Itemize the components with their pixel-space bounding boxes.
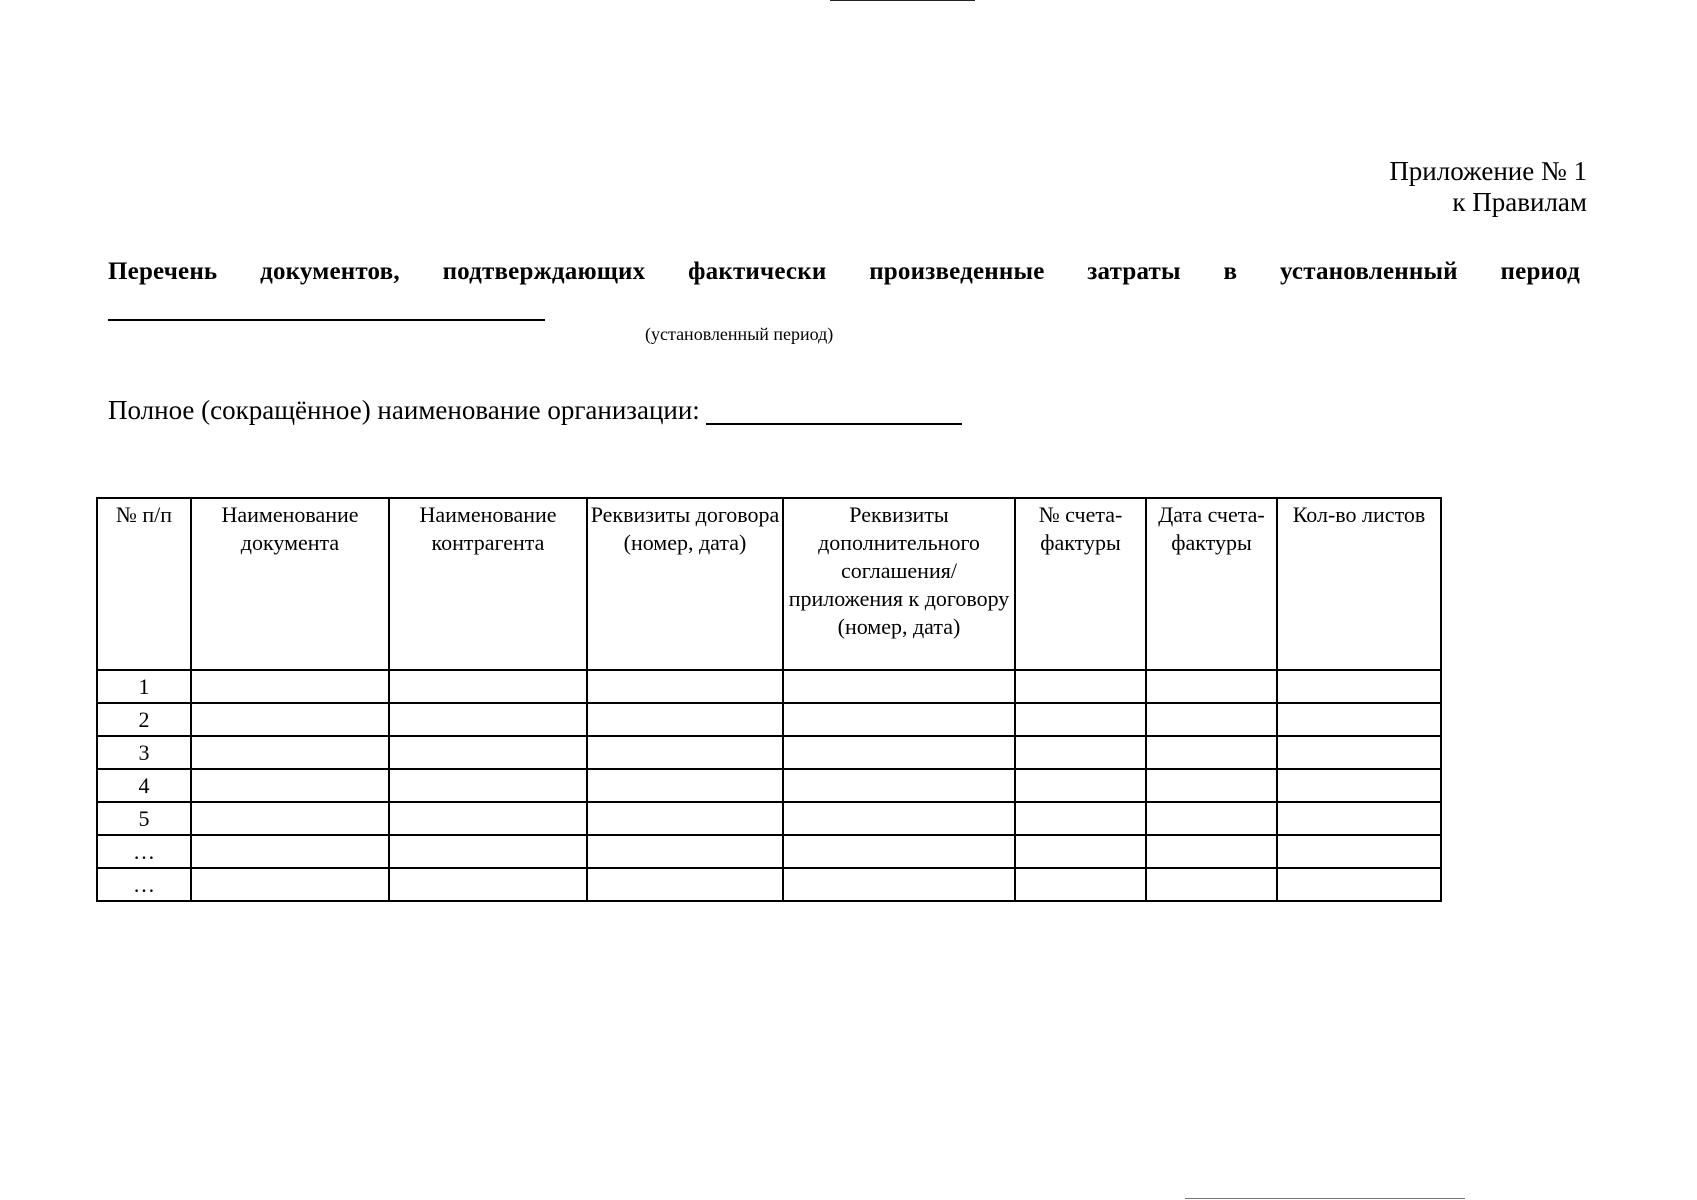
table-cell [783, 868, 1015, 901]
period-caption: (установленный период) [645, 324, 834, 344]
table-cell [1146, 868, 1277, 901]
row-number-cell: 5 [97, 802, 191, 835]
table-cell [389, 703, 587, 736]
table-cell [191, 868, 389, 901]
header-document-name: Наименование документа [191, 498, 389, 670]
scan-artifact-top-line [830, 0, 975, 1]
appendix-note [1389, 156, 1587, 218]
table-cell [1015, 802, 1146, 835]
table-cell [1146, 736, 1277, 769]
table-cell [1146, 670, 1277, 703]
header-supplementary-agreement: Реквизиты дополнительного соглашения/ приложения к договору (номер, дата) [783, 498, 1015, 670]
table-row [97, 802, 1441, 835]
table-cell [1146, 802, 1277, 835]
header-contract-details: Реквизиты договора (номер, дата) [587, 498, 783, 670]
table-cell [191, 736, 389, 769]
table-cell [1015, 736, 1146, 769]
table-row [97, 670, 1441, 703]
table-cell [783, 835, 1015, 868]
table-row [97, 868, 1441, 901]
table-cell [389, 802, 587, 835]
table-row [97, 769, 1441, 802]
table-cell [191, 670, 389, 703]
table-row [97, 736, 1441, 769]
organization-label: Полное (сокращённое) наименование организации: [108, 395, 700, 425]
table-cell [1277, 769, 1441, 802]
table-cell [1146, 835, 1277, 868]
table-cell [1015, 868, 1146, 901]
row-number-cell: 2 [97, 703, 191, 736]
table-cell [1015, 835, 1146, 868]
table-cell [191, 769, 389, 802]
table-cell [1277, 868, 1441, 901]
table-cell [587, 769, 783, 802]
table-cell [587, 670, 783, 703]
table-cell [587, 802, 783, 835]
organization-blank-line [706, 423, 962, 425]
table-cell [1277, 835, 1441, 868]
table-cell [783, 670, 1015, 703]
table-cell [389, 670, 587, 703]
table-cell [1015, 769, 1146, 802]
table-cell [783, 802, 1015, 835]
table-cell [1146, 769, 1277, 802]
table-cell [191, 703, 389, 736]
table-cell [1277, 802, 1441, 835]
row-number-cell: 3 [97, 736, 191, 769]
row-number-cell: 1 [97, 670, 191, 703]
table-cell [191, 835, 389, 868]
table-cell [587, 868, 783, 901]
table-row [97, 835, 1441, 868]
table-cell [783, 736, 1015, 769]
table-cell [389, 769, 587, 802]
scan-artifact-bottom-line [1185, 1198, 1465, 1199]
header-invoice-date: Дата счета-фактуры [1146, 498, 1277, 670]
row-number-cell: 4 [97, 769, 191, 802]
period-blank-line [108, 319, 545, 321]
table-cell [587, 835, 783, 868]
table-cell [389, 868, 587, 901]
table-cell [1015, 670, 1146, 703]
appendix-reference: к Правилам [1452, 187, 1587, 217]
document-title: Перечень документов, подтверждающих фактически произведенные затраты в установленный период [108, 258, 1580, 285]
organization-row [108, 395, 962, 426]
table-header-row [97, 498, 1441, 670]
row-number-cell: … [97, 835, 191, 868]
table-cell [1146, 703, 1277, 736]
table-cell [1015, 703, 1146, 736]
table-cell [587, 736, 783, 769]
table-cell [783, 703, 1015, 736]
table-row [97, 703, 1441, 736]
table-cell [587, 703, 783, 736]
table-cell [389, 835, 587, 868]
row-number-cell: … [97, 868, 191, 901]
header-number: № п/п [97, 498, 191, 670]
table-cell [389, 736, 587, 769]
table-cell [1277, 703, 1441, 736]
header-invoice-number: № счета-фактуры [1015, 498, 1146, 670]
table-cell [783, 769, 1015, 802]
table-cell [1277, 736, 1441, 769]
table-cell [191, 802, 389, 835]
header-sheet-count: Кол-во листов [1277, 498, 1441, 670]
header-counterparty-name: Наименование контрагента [389, 498, 587, 670]
table-cell [1277, 670, 1441, 703]
documents-table [96, 497, 1442, 902]
appendix-number: Приложение № 1 [1389, 156, 1587, 186]
